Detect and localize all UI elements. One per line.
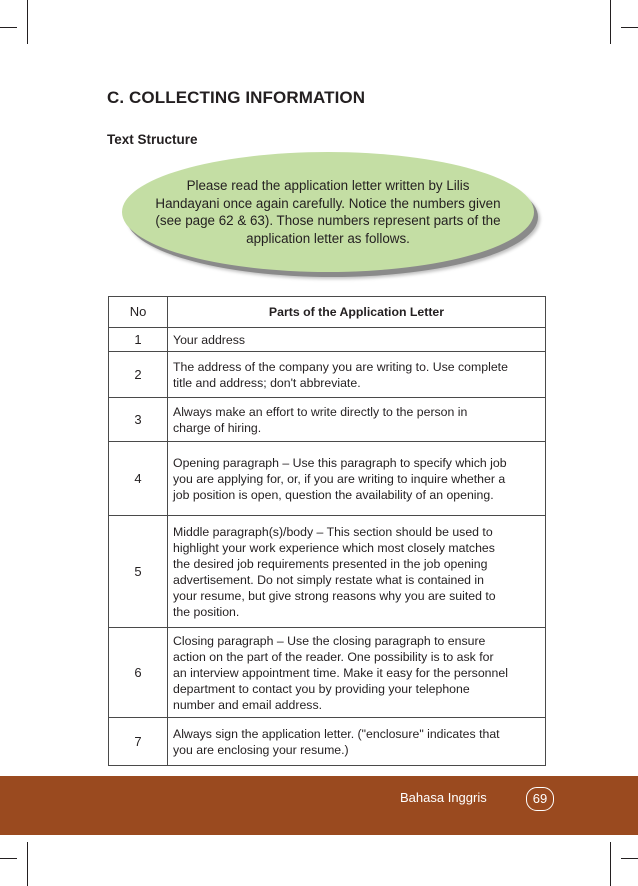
instruction-text <box>132 177 524 247</box>
desc-line: advertisement. Do not simply restate what is contained in <box>173 572 484 587</box>
row-description <box>168 516 546 628</box>
book-title: Bahasa Inggris <box>400 790 487 805</box>
desc-line: title and address; don't abbreviate. <box>173 375 361 390</box>
instruction-callout <box>122 152 534 272</box>
table-row <box>109 516 546 628</box>
crop-mark <box>0 27 17 28</box>
table-row <box>109 352 546 398</box>
desc-line: number and email address. <box>173 697 323 712</box>
table-header-row <box>109 297 546 328</box>
table-row <box>109 398 546 442</box>
desc-line: Your address <box>173 332 246 347</box>
crop-mark <box>610 842 611 886</box>
desc-line: the desired job requirements presented in the job opening <box>173 556 488 571</box>
desc-line: Middle paragraph(s)/body – This section should be used to <box>173 524 493 539</box>
row-description <box>168 398 546 442</box>
instruction-line: application letter as follows. <box>246 230 410 246</box>
crop-mark <box>0 858 17 859</box>
crop-mark <box>621 27 638 28</box>
desc-line: Opening paragraph – Use this paragraph to specify which job <box>173 455 507 470</box>
desc-line: Always make an effort to write directly to the person in <box>173 404 468 419</box>
desc-line: an interview appointment time. Make it easy for the personnel <box>173 665 508 680</box>
section-heading: C. COLLECTING INFORMATION <box>107 88 366 107</box>
table-row <box>109 328 546 352</box>
desc-line: job position is open, question the availability of an opening. <box>173 487 494 502</box>
desc-line: charge of hiring. <box>173 420 262 435</box>
desc-line: highlight your work experience which most closely matches <box>173 540 495 555</box>
instruction-line: Handayani once again carefully. Notice the numbers given <box>155 195 501 211</box>
row-description <box>168 718 546 766</box>
desc-line: the position. <box>173 604 240 619</box>
crop-mark <box>621 858 638 859</box>
desc-line: your resume, but give strong reasons why you are suited to <box>173 588 496 603</box>
table-row <box>109 718 546 766</box>
header-no: No <box>109 297 168 328</box>
desc-line: department to contact you by providing your telephone <box>173 681 470 696</box>
desc-line: Closing paragraph – Use the closing paragraph to ensure <box>173 633 486 648</box>
row-number: 4 <box>109 442 168 516</box>
page-number: 69 <box>526 787 554 811</box>
desc-line: The address of the company you are writing to. Use complete <box>173 359 508 374</box>
crop-mark <box>27 0 28 44</box>
row-description <box>168 628 546 718</box>
row-number: 1 <box>109 328 168 352</box>
row-number: 3 <box>109 398 168 442</box>
row-number: 7 <box>109 718 168 766</box>
section-subheading: Text Structure <box>107 132 198 147</box>
row-description <box>168 442 546 516</box>
parts-table <box>108 296 546 766</box>
desc-line: action on the part of the reader. One possibility is to ask for <box>173 649 494 664</box>
row-description <box>168 328 546 352</box>
desc-line: you are applying for, or, if you are writing to inquire whether a <box>173 471 506 486</box>
row-number: 6 <box>109 628 168 718</box>
crop-mark <box>27 842 28 886</box>
instruction-line: (see page 62 & 63). Those numbers represent parts of the <box>155 213 501 228</box>
crop-mark <box>610 0 611 44</box>
instruction-line: Please read the application letter written by Lilis <box>186 178 470 193</box>
row-number: 2 <box>109 352 168 398</box>
desc-line: Always sign the application letter. ("enclosure" indicates that <box>173 726 500 741</box>
table-row <box>109 442 546 516</box>
row-number: 5 <box>109 516 168 628</box>
row-description <box>168 352 546 398</box>
table-row <box>109 628 546 718</box>
desc-line: you are enclosing your resume.) <box>173 742 349 757</box>
header-parts: Parts of the Application Letter <box>168 297 546 328</box>
